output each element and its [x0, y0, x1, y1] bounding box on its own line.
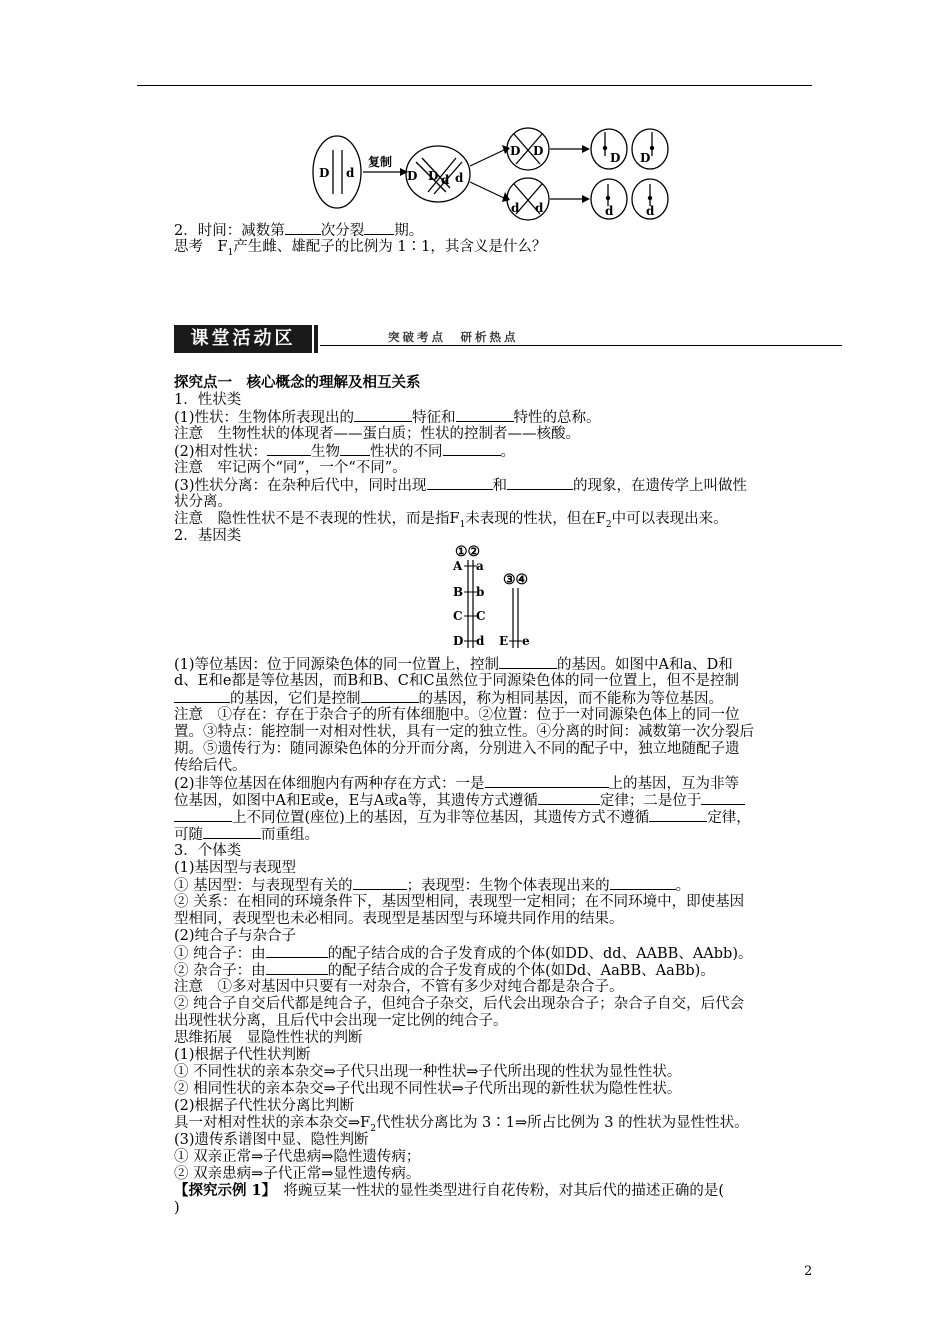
- para-line: ① 不同性状的亲本杂交⇒子代只出现一种性状⇒子代所出现的性状为显性性状。: [174, 1064, 682, 1080]
- para-line: ): [174, 1200, 180, 1216]
- para-line: 型相同，表现型也未必相同。表现型是基因型与环境共同作用的结果。: [174, 911, 624, 927]
- note-line: 注意 生物性状的体现者——蛋白质；性状的控制者——核酸。: [174, 426, 580, 442]
- banner-line: [320, 345, 842, 346]
- para-line: [174, 826, 814, 843]
- text: 定律；二是位于: [599, 793, 702, 809]
- text: (1)性状：生物体所表现出的: [174, 410, 355, 426]
- text: 的基因，称为相同基因，而不能称为等位基因。: [418, 691, 723, 707]
- text: 特性的总称。: [513, 410, 601, 426]
- gene-E: E: [499, 634, 509, 648]
- blank: [427, 477, 493, 490]
- blank: [174, 809, 232, 822]
- text: 的基因。如图中A和a、D和: [557, 657, 733, 673]
- note-line: 注意 ①存在：存在于杂合子的所有体细胞中。②位置：位于一对同源染色体上的同一位: [174, 707, 740, 723]
- cell2-gene-4: d: [455, 171, 464, 185]
- cell3-gene-2: D: [533, 144, 544, 158]
- example-line: [174, 1183, 814, 1199]
- text: (2)相对性状：: [174, 444, 268, 460]
- para-line: [174, 877, 814, 894]
- para-line: 思维拓展 显隐性性状的判断: [174, 1030, 363, 1046]
- page-number: 2: [804, 1264, 813, 1279]
- text: 代性状分离比为 3∶1⇒所占比例为 3 的性状为显性性状。: [375, 1115, 749, 1131]
- gene-e: e: [522, 634, 530, 648]
- cell4-gene-1: d: [511, 201, 520, 215]
- think-text-2: 产生雌、雄配子的比例为 1∶1，其含义是什么？: [233, 239, 547, 255]
- replicate-label: 复制: [368, 155, 393, 169]
- text: 定律，: [707, 810, 751, 826]
- cell2-gene-2: D: [428, 169, 439, 183]
- cell2-gene-1: D: [407, 169, 418, 183]
- think-text-1: 思考 F: [174, 239, 228, 255]
- para-line: 状分离。: [174, 494, 232, 510]
- sub-heading-2: 2．基因类: [174, 528, 242, 544]
- blank: [266, 945, 328, 958]
- text: 上不同位置(座位)上的基因，互为非等位基因，其遗传方式不遵循: [232, 810, 650, 826]
- subscript: 2: [605, 519, 612, 530]
- cell7-gene: d: [605, 204, 614, 218]
- para-line: [174, 792, 814, 809]
- para-line: [174, 690, 814, 707]
- blank: [266, 962, 328, 975]
- blank: [507, 477, 573, 490]
- example-label: 【探究示例 1】: [174, 1182, 269, 1199]
- think-line: [174, 239, 814, 261]
- banner-title: 课堂活动区: [174, 325, 312, 353]
- time-text-1: 2．时间：减数第: [174, 223, 285, 239]
- para-line: [174, 656, 814, 673]
- text: 而重组。: [261, 827, 319, 843]
- text: 可随: [174, 827, 203, 843]
- para-line: [174, 409, 814, 426]
- blank: [499, 656, 557, 669]
- header-rule: [137, 85, 812, 86]
- blank: [361, 690, 419, 703]
- blank: [443, 443, 501, 456]
- text: 的配子结合成的合子发育成的个体(如Dd、AaBB、AaBb)。: [327, 963, 715, 979]
- para-line: (1)根据子代性状判断: [174, 1047, 311, 1063]
- text: ① 纯合子：由: [174, 946, 266, 962]
- banner-bar: [314, 325, 318, 353]
- gene-a: a: [476, 559, 484, 573]
- note-line: 传给后代。: [174, 758, 247, 774]
- para-line: ② 关系：在相同的环境条件下，基因型相同，表现型一定相同；在不同环境中，即使基因: [174, 894, 745, 910]
- cell3-gene-1: D: [510, 144, 521, 158]
- blank: [701, 792, 745, 805]
- gene-b: b: [476, 585, 485, 599]
- time-text-2: 次分裂: [320, 223, 365, 239]
- section-banner: [174, 325, 844, 355]
- text: 位基因，如图中A和E或e，E与A或a等，其遗传方式遵循: [174, 793, 538, 809]
- sub-heading-1: 1．性状类: [174, 392, 242, 408]
- para-line: (2)根据子代性状分离比判断: [174, 1098, 355, 1114]
- text: ；表现型：生物个体表现出来的: [406, 878, 610, 894]
- para-line: ② 纯合子自交后代都是纯合子，但纯合子杂交，后代会出现杂合子；杂合子自交，后代会: [174, 996, 745, 1012]
- text: 的现象，在遗传学上叫做性: [573, 478, 748, 494]
- blank: [354, 409, 412, 422]
- section-heading: 探究点一 核心概念的理解及相互关系: [174, 374, 421, 391]
- text: (2)非等位基因在体细胞内有两种存在方式：一是: [174, 776, 485, 792]
- text: 。: [500, 444, 516, 460]
- blank: [340, 443, 370, 456]
- blank: [267, 443, 311, 456]
- text: 中可以表现出来。: [611, 511, 728, 527]
- cell2-gene-3: d: [441, 173, 450, 187]
- subscript: 1: [459, 519, 466, 530]
- text: 。: [675, 878, 691, 894]
- blank: [285, 222, 321, 235]
- para-line: ② 双亲患病⇒子代正常⇒显性遗传病。: [174, 1166, 421, 1182]
- note-line: 注意 ①多对基因中只要有一对杂合，不管有多少对纯合都是杂合子。: [174, 979, 624, 995]
- cell1-gene-2: d: [346, 166, 355, 180]
- blank: [485, 775, 609, 788]
- para-line: (3)遗传系谱图中显、隐性判断: [174, 1132, 369, 1148]
- blank: [364, 222, 394, 235]
- para-line: [174, 477, 814, 494]
- text: 的配子结合成的合子发育成的个体(如DD、dd、AABB、AAbb)。: [327, 946, 753, 962]
- text: 未表现的性状，但在F: [465, 511, 606, 527]
- subscript: 1: [227, 247, 234, 258]
- text: (3)性状分离：在杂种后代中，同时出现: [174, 478, 427, 494]
- cell5-gene: D: [610, 151, 621, 165]
- para-line: [174, 809, 814, 826]
- chromosome-labels-2: ③④: [503, 572, 529, 588]
- text: ② 杂合子：由: [174, 963, 266, 979]
- chromosome-labels-1: ①②: [455, 544, 481, 560]
- text: 将豌豆某一性状的显性类型进行自花传粉，对其后代的描述正确的是(: [268, 1183, 725, 1199]
- gene-D: D: [453, 634, 464, 648]
- text: 注意 隐性性状不是不表现的性状，而是指F: [174, 511, 460, 527]
- gene-d: d: [476, 634, 485, 648]
- gene-A: A: [453, 559, 463, 573]
- sub-heading-3: 3．个体类: [174, 843, 242, 859]
- text: 的基因，它们是控制: [230, 691, 361, 707]
- text: 生物: [311, 444, 341, 460]
- blank: [538, 792, 600, 805]
- para-line: ② 相同性状的亲本杂交⇒子代出现不同性状⇒子代所出现的新性状为隐性性状。: [174, 1081, 682, 1097]
- blank: [610, 877, 676, 890]
- para-line: d、E和e都是等位基因，而B和B、C和C虽然位于同源染色体的同一位置上，但不是控制: [174, 673, 739, 689]
- text: ① 基因型：与表现型有关的: [174, 878, 353, 894]
- time-text-3: 期。: [394, 223, 424, 239]
- text: 上的基因，互为非等: [608, 776, 740, 792]
- para-line: [174, 775, 814, 792]
- cell4-gene-2: d: [535, 201, 544, 215]
- cell8-gene: d: [646, 204, 655, 218]
- gene-B: B: [453, 585, 464, 599]
- blank: [203, 826, 261, 839]
- gene-C-2: C: [476, 609, 486, 623]
- cell6-gene: D: [640, 151, 651, 165]
- para-line: [174, 945, 814, 962]
- blank: [649, 809, 707, 822]
- chromosome-diagram: [445, 542, 545, 652]
- note-line: 注意 牢记两个“同”，一个“不同”。: [174, 460, 407, 476]
- para-line: [174, 443, 814, 460]
- text: (1)等位基因：位于同源染色体的同一位置上，控制: [174, 657, 500, 673]
- text: 特征和: [412, 410, 456, 426]
- note-line: 期。⑤遗传行为：随同源染色体的分开而分离，分别进入不同的配子中，独立地随配子遗: [174, 741, 740, 757]
- note-line: 置。③特点：能控制一对相对性状，具有一定的独立性。④分离的时间：减数第一次分裂后: [174, 724, 754, 740]
- text: 具一对相对性状的亲本杂交⇒F: [174, 1115, 371, 1131]
- para-line: [174, 962, 814, 979]
- blank: [353, 877, 407, 890]
- para-line: 出现性状分离，且后代中会出现一定比例的纯合子。: [174, 1013, 508, 1029]
- para-line: ① 双亲正常⇒子代患病⇒隐性遗传病；: [174, 1149, 421, 1165]
- blank: [174, 690, 230, 703]
- subscript: 2: [370, 1123, 376, 1134]
- time-line: [174, 222, 814, 239]
- text: 和: [492, 478, 508, 494]
- cell1-gene-1: D: [319, 166, 330, 180]
- cell-5: [591, 129, 627, 169]
- para-line: (2)纯合子与杂合子: [174, 928, 297, 944]
- blank: [456, 409, 514, 422]
- gene-C-1: C: [453, 609, 463, 623]
- banner-subtitle: 突破考点 研析热点: [388, 330, 519, 344]
- meiosis-diagram: [300, 122, 690, 222]
- para-line: (1)基因型与表现型: [174, 860, 297, 876]
- text: 性状的不同: [370, 444, 443, 460]
